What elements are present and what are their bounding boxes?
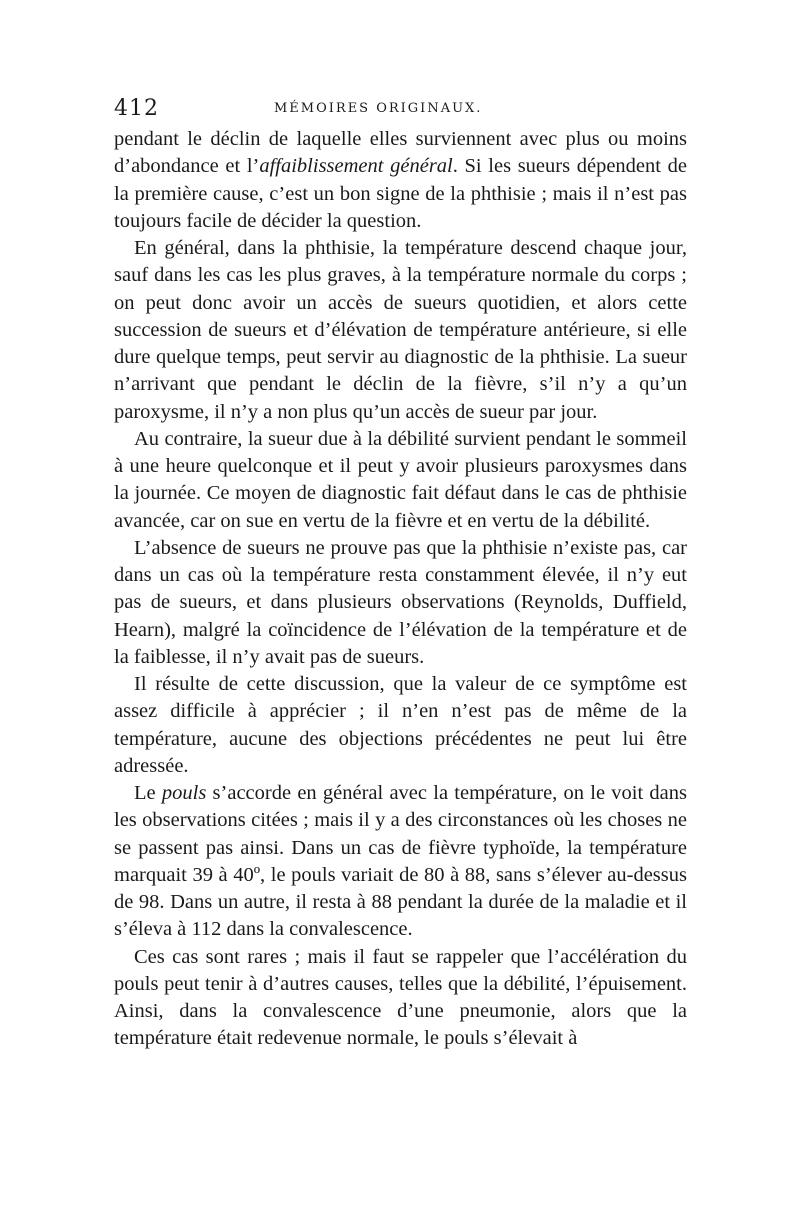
text-run: . Si les sueurs dépendent de la première cause, c’est un bon signe de la phthisie ; mais il n’est pas toujours facile de décider la question.	[114, 155, 687, 232]
paragraph-discussion: Il résulte de cette discussion, que la valeur de ce symptôme est assez difficile à apprécier ; il n’en n’est pas de même de la température, aucune des objections précédentes ne peut lui être adressée.	[114, 673, 687, 777]
italic-term: affaiblissement général	[259, 155, 453, 178]
paragraph-absence-of-sweats: L’absence de sueurs ne prouve pas que la phthisie n’existe pas, car dans un cas où la température resta constamment élevée, il n’y eut pas de sueurs, et dans plusieurs observations (Reynolds, Duffield, Hearn), malgré la coïncidence de l’élévation de la température et de la faiblesse, il n’y avait pas de sueurs.	[114, 536, 687, 668]
paragraph-continuation	[114, 126, 687, 235]
running-head	[114, 96, 687, 122]
page-number: 412	[114, 96, 159, 121]
paragraph-pulse	[114, 780, 687, 944]
paragraph-rare-cases: Ces cas sont rares ; mais il faut se rappeler que l’accélération du pouls peut tenir à d’autres causes, telles que la débilité, l’épuisement. Ainsi, dans la convalescence d’une pneumonie, alors que la température était redevenue normale, le pouls s’élevait à	[114, 945, 687, 1050]
body-text	[114, 126, 687, 1053]
text-run: Le	[134, 782, 162, 804]
italic-term: pouls	[161, 782, 207, 804]
text-run: s’accorde en général avec la température, on le voit dans les observations citées ; mais il y a des circonstances où les choses ne se passent pas ainsi. Dans un cas de fièvre typhoïde, la température marquait 39 à 40º, le pouls variait de 80 à 88, sans s’élever au-dessus de 98. Dans un autre, il resta à 88 pendant la durée de la maladie et il s’éleva à 112 dans la convalescence.	[114, 782, 688, 941]
running-title: MÉMOIRES ORIGINAUX.	[274, 101, 483, 116]
paragraph-temperature: En général, dans la phthisie, la température descend chaque jour, sauf dans les cas les plus graves, à la température normale du corps ; on peut donc avoir un accès de sueurs quotidien, et alors cette succession de sueurs et d’élévation de température antérieure, si elle dure quelque temps, peut servir au diagnostic de la phthisie. La sueur n’arrivant que pendant le déclin de la fièvre, s’il n’y a qu’un paroxysme, il n’y a non plus qu’un accès de sueur par jour.	[114, 237, 687, 423]
paragraph-debility: Au contraire, la sueur due à la débilité survient pendant le sommeil à une heure quelconque et il peut y avoir plusieurs paroxysmes dans la journée. Ce moyen de diagnostic fait défaut dans le cas de phthisie avancée, car on sue en vertu de la fièvre et en vertu de la débilité.	[114, 427, 687, 532]
text-run: pendant le déclin de laquelle elles surviennent avec plus ou moins d’abondance et l’	[114, 128, 687, 178]
